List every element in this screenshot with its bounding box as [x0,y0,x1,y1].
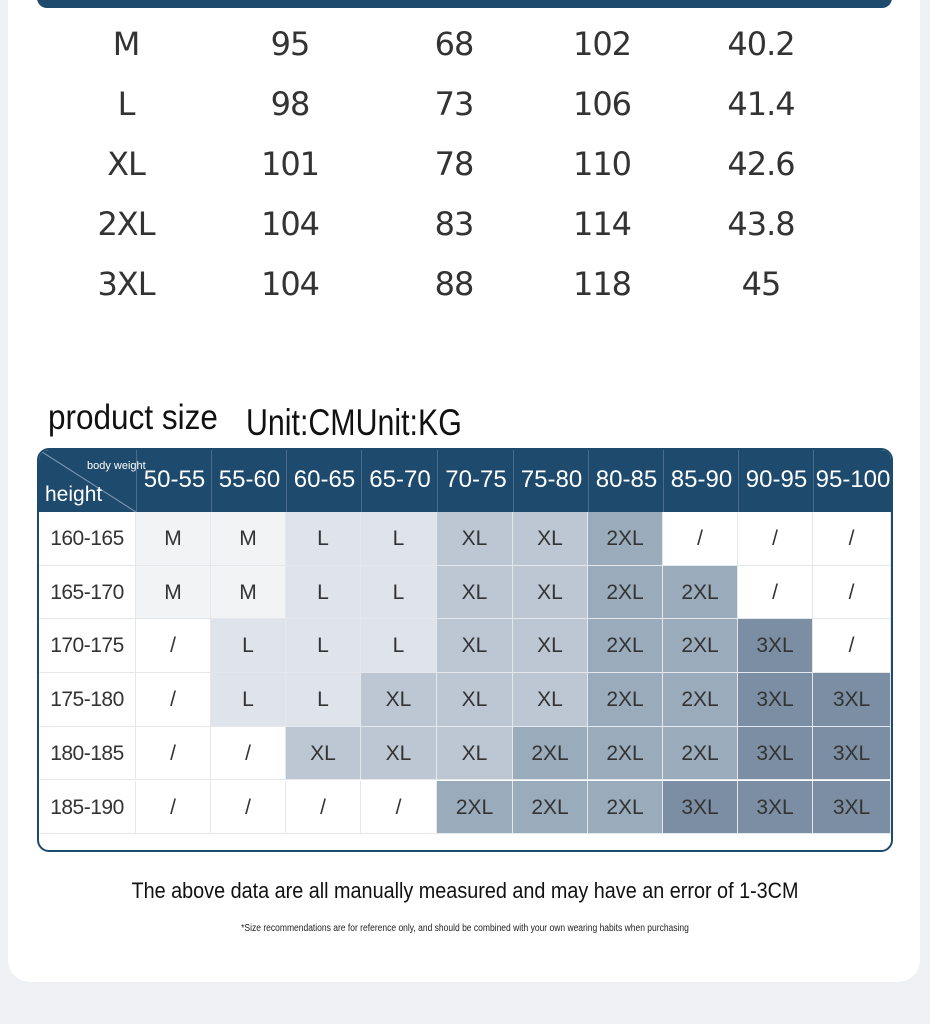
size-cell: / [286,781,361,835]
size-cell: 3XL [738,619,813,673]
measurement-value-cell: 106 [572,85,632,123]
height-range-label: 180-185 [39,727,136,781]
measurement-size-cell: 3XL [97,265,155,303]
size-cell: XL [437,727,513,781]
measurement-table-header-bar [37,0,892,8]
size-cell: / [813,619,891,673]
size-cell: XL [437,566,513,620]
size-cell: M [211,512,286,566]
size-cell: / [136,619,211,673]
size-cell: / [813,512,891,566]
size-cell: L [361,566,437,620]
table-header [39,450,893,512]
size-cell: / [813,566,891,620]
size-cell: / [361,781,437,835]
size-cell: 2XL [513,781,588,835]
size-cell: 2XL [588,566,663,620]
size-cell: / [663,512,738,566]
size-cell: 3XL [663,781,738,835]
measurement-value-cell: 98 [270,85,310,123]
size-recommendation-table [37,448,893,852]
weight-range-header: 90-95 [738,450,814,512]
size-cell: XL [286,727,361,781]
measurement-value-cell: 73 [434,85,474,123]
measurement-value-cell: 114 [572,205,632,243]
size-cell: / [738,512,813,566]
size-cell: L [211,619,286,673]
size-cell: M [136,566,211,620]
size-cell: / [136,727,211,781]
size-cell: 2XL [588,673,663,727]
height-range-label: 160-165 [39,512,136,566]
size-cell: / [738,566,813,620]
size-cell: 2XL [588,727,663,781]
size-cell: XL [513,673,588,727]
weight-range-header: 60-65 [286,450,362,512]
measurement-value-cell: 88 [434,265,474,303]
product-size-title: product size [48,398,218,437]
weight-range-header: 55-60 [211,450,287,512]
size-cell: 2XL [437,781,513,835]
weight-range-header: 80-85 [588,450,664,512]
size-cell: 2XL [663,673,738,727]
measurement-size-cell: 2XL [97,205,155,243]
measurement-size-cell: XL [107,145,145,183]
weight-range-header: 95-100 [813,450,892,512]
weight-range-header: 85-90 [663,450,739,512]
size-cell: 2XL [588,781,663,835]
size-cell: L [286,566,361,620]
measurement-value-cell: 41.4 [727,85,795,123]
size-cell: / [136,673,211,727]
size-cell: 2XL [663,727,738,781]
measurement-value-cell: 104 [260,265,320,303]
size-cell: / [211,781,286,835]
measurement-value-cell: 42.6 [727,145,795,183]
measurement-value-cell: 118 [572,265,632,303]
measurement-value-cell: 45 [741,265,781,303]
size-cell: L [286,512,361,566]
corner-weight-label: body weight [87,460,146,472]
size-cell: XL [513,512,588,566]
measurement-row [0,254,930,314]
height-range-label: 165-170 [39,566,136,620]
size-cell: 3XL [738,673,813,727]
unit-label: Unit:CMUnit:KG [246,402,462,443]
size-cell: 3XL [738,727,813,781]
size-cell: XL [513,619,588,673]
size-cell: / [211,727,286,781]
size-cell: XL [361,673,437,727]
size-cell: L [361,512,437,566]
size-cell: XL [361,727,437,781]
size-cell: M [211,566,286,620]
height-range-label: 175-180 [39,673,136,727]
size-cell: XL [437,512,513,566]
size-cell: 2XL [588,512,663,566]
size-cell: XL [437,673,513,727]
height-range-label: 185-190 [39,781,136,835]
measurement-value-cell: 102 [572,25,632,63]
measurement-note: The above data are all manually measured and may have an error of 1-3CM [131,878,799,903]
measurement-row [0,134,930,194]
size-cell: 3XL [813,781,891,835]
size-cell: L [211,673,286,727]
measurement-value-cell: 104 [260,205,320,243]
weight-range-header: 65-70 [361,450,438,512]
weight-range-header: 75-80 [513,450,589,512]
measurement-value-cell: 83 [434,205,474,243]
size-cell: XL [513,566,588,620]
size-cell: L [361,619,437,673]
size-cell: 3XL [813,673,891,727]
size-cell: L [286,673,361,727]
size-cell: L [286,619,361,673]
weight-range-header: 50-55 [136,450,212,512]
weight-range-header: 70-75 [437,450,514,512]
measurement-value-cell: 43.8 [727,205,795,243]
measurement-value-cell: 40.2 [727,25,795,63]
measurement-value-cell: 110 [572,145,632,183]
size-cell: 3XL [738,781,813,835]
corner-height-label: height [45,483,103,506]
measurement-value-cell: 78 [434,145,474,183]
size-cell: 2XL [513,727,588,781]
measurement-value-cell: 101 [260,145,320,183]
measurement-value-cell: 95 [270,25,310,63]
reference-disclaimer: *Size recommendations are for reference only, and should be combined with your own wearing habits when purchasing [241,923,689,934]
height-range-label: 170-175 [39,619,136,673]
size-cell: 2XL [663,566,738,620]
size-cell: 3XL [813,727,891,781]
size-cell: 2XL [663,619,738,673]
size-cell: / [136,781,211,835]
measurement-row [0,74,930,134]
measurement-row [0,194,930,254]
measurement-value-cell: 68 [434,25,474,63]
size-cell: M [136,512,211,566]
size-cell: XL [437,619,513,673]
measurement-row [0,14,930,74]
size-cell: 2XL [588,619,663,673]
measurement-size-cell: M [112,25,140,63]
measurement-size-cell: L [117,85,135,123]
